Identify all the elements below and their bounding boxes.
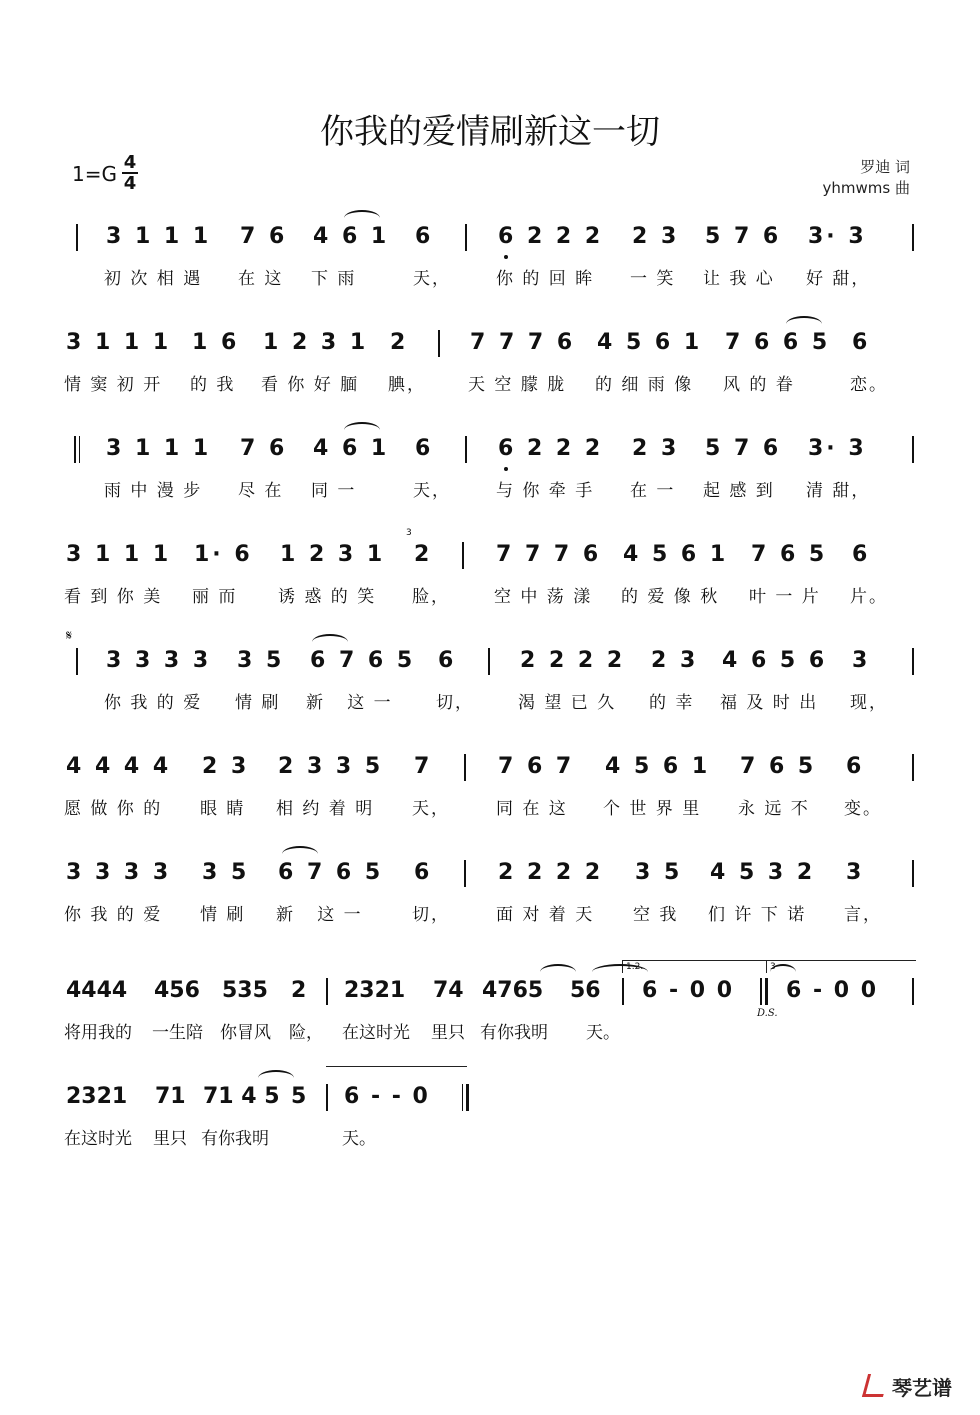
note-group: 4 5 6 1 bbox=[597, 330, 703, 355]
lyric: 好 甜， bbox=[806, 269, 871, 289]
note-group: 7 bbox=[414, 754, 433, 779]
lyricist: 罗迪 词 bbox=[860, 158, 910, 176]
note-group: 3 bbox=[852, 648, 871, 673]
lyric: 天。 bbox=[342, 1129, 376, 1149]
lyric: 脸， bbox=[412, 587, 450, 607]
lyric: 腆， bbox=[388, 375, 426, 395]
stave-line-6 bbox=[0, 754, 980, 844]
note-group: 7 6 5 bbox=[740, 754, 817, 779]
barline bbox=[464, 754, 466, 781]
note-group: 1· 6 bbox=[194, 542, 253, 567]
note-group: 3 1 1 1 bbox=[106, 436, 212, 461]
lyric: 与 你 牵 手 bbox=[496, 481, 595, 501]
lyric: 叶 一 片 bbox=[749, 587, 821, 607]
lyric: 恋。 bbox=[850, 375, 888, 395]
lyric: 让 我 心 bbox=[703, 269, 775, 289]
note-group: 74 bbox=[433, 978, 464, 1003]
lyric: 情 刷 bbox=[235, 693, 281, 713]
barline bbox=[76, 224, 78, 251]
note-group: 7 6 7 bbox=[498, 754, 575, 779]
lyric: 下 雨 bbox=[311, 269, 357, 289]
note-group: 71 4 5 bbox=[203, 1084, 280, 1109]
lyric: 个 世 界 里 bbox=[603, 799, 702, 819]
dal-segno-marking: D.S. bbox=[757, 1008, 778, 1019]
note-group: 5 7 6 bbox=[705, 224, 782, 249]
lyric: 有你我明 bbox=[201, 1129, 269, 1149]
note-group: 4765 bbox=[482, 978, 544, 1003]
lyric: 在 这 bbox=[238, 269, 284, 289]
lyric: 天， bbox=[413, 481, 451, 501]
credits bbox=[823, 157, 910, 199]
barline bbox=[912, 224, 914, 251]
note-group: 3 3 3 3 bbox=[106, 648, 212, 673]
note-group: 3 1 1 1 bbox=[66, 542, 172, 567]
lyric: 里只 bbox=[431, 1023, 465, 1043]
note-group: 7 7 7 6 bbox=[496, 542, 602, 567]
volta-3: 3 bbox=[766, 960, 916, 973]
stave-line-7 bbox=[0, 860, 980, 950]
time-signature bbox=[122, 153, 138, 193]
note-group: 6 bbox=[846, 754, 865, 779]
lyric: 的 爱 像 秋 bbox=[621, 587, 720, 607]
note-group: 1 2 3 1 bbox=[263, 330, 369, 355]
lyric: 永 远 不 bbox=[738, 799, 810, 819]
barline bbox=[912, 754, 914, 781]
lyric: 相 约 着 明 bbox=[276, 799, 375, 819]
lyric: 诱 惑 的 笑 bbox=[278, 587, 377, 607]
barline bbox=[76, 648, 78, 675]
barline bbox=[622, 978, 624, 1005]
composer: yhmwms 曲 bbox=[822, 179, 910, 197]
note-group: 6 bbox=[852, 330, 871, 355]
note-group: 6 2 2 2 bbox=[498, 436, 604, 461]
tie bbox=[344, 210, 380, 226]
barline bbox=[462, 542, 464, 569]
lyric: 片。 bbox=[850, 587, 888, 607]
note-group: 4 6 5 6 bbox=[722, 648, 828, 673]
note-group: 456 bbox=[154, 978, 200, 1003]
lyric: 变。 bbox=[844, 799, 882, 819]
note-group: 56 bbox=[570, 978, 601, 1003]
note-group: 4 5 6 1 bbox=[605, 754, 711, 779]
note-group: 1 6 bbox=[192, 330, 240, 355]
note-group: 7 7 7 6 bbox=[470, 330, 576, 355]
lyric: 将用我的 bbox=[64, 1023, 132, 1043]
lyric: 你 的 回 眸 bbox=[496, 269, 595, 289]
note-group: 6 bbox=[415, 224, 434, 249]
lyric: 在这时光 bbox=[342, 1023, 410, 1043]
note-group: 535 bbox=[222, 978, 268, 1003]
note-group: 7 6 bbox=[240, 224, 288, 249]
lyric: 一生陪 bbox=[152, 1023, 203, 1043]
bracket-line bbox=[326, 1066, 467, 1079]
note-group: 3 1 1 1 bbox=[106, 224, 212, 249]
final-barline bbox=[466, 1084, 469, 1111]
lyric: 丽 而 bbox=[192, 587, 238, 607]
note-group: 7 6 5 bbox=[751, 542, 828, 567]
note-group: 2 3 bbox=[651, 648, 699, 673]
note-group: 6 bbox=[415, 436, 434, 461]
lyric: 你 我 的 爱 bbox=[104, 693, 203, 713]
lyric: 天， bbox=[413, 269, 451, 289]
barline bbox=[326, 978, 328, 1005]
lyric: 情 窦 初 开 bbox=[64, 375, 163, 395]
note-group: 6 7 6 5 bbox=[310, 648, 416, 673]
stave-line-5 bbox=[0, 648, 980, 738]
lyric: 渴 望 已 久 bbox=[518, 693, 617, 713]
lyric: 眼 睛 bbox=[200, 799, 246, 819]
note-group: 3· 3 bbox=[808, 436, 867, 461]
lyric: 愿 做 你 的 bbox=[64, 799, 163, 819]
time-top: 4 bbox=[123, 152, 137, 173]
stave-line-3 bbox=[0, 436, 980, 526]
tie bbox=[312, 634, 348, 650]
stave-line-1 bbox=[0, 224, 980, 314]
note-group: 3 5 bbox=[635, 860, 683, 885]
note-group: 4 4 4 4 bbox=[66, 754, 172, 779]
watermark-logo bbox=[865, 1372, 952, 1401]
note-group: 4 6 1 bbox=[313, 224, 390, 249]
lyric: 在 一 bbox=[630, 481, 676, 501]
segno-sign: 𝄋 bbox=[66, 628, 73, 644]
barline bbox=[912, 860, 914, 887]
lyric: 的 幸 bbox=[649, 693, 695, 713]
barline bbox=[488, 648, 490, 675]
note-group: 6 7 6 5 bbox=[278, 860, 384, 885]
lyric: 新 这 一 bbox=[306, 693, 393, 713]
lyric: 有你我明 bbox=[480, 1023, 548, 1043]
lyric: 同 在 这 bbox=[496, 799, 568, 819]
lyric: 天 空 朦 胧 bbox=[468, 375, 567, 395]
grace-note: 3 bbox=[406, 528, 412, 538]
stave-line-2 bbox=[0, 330, 980, 420]
note-group: 6 bbox=[852, 542, 871, 567]
lyric: 言， bbox=[844, 905, 882, 925]
lyric: 里只 bbox=[153, 1129, 187, 1149]
tie bbox=[258, 1070, 294, 1086]
note-group: 6 bbox=[438, 648, 457, 673]
lyric: 情 刷 bbox=[200, 905, 246, 925]
lyric: 空 我 bbox=[633, 905, 679, 925]
stave-line-4 bbox=[0, 528, 980, 632]
note-group: 2 bbox=[390, 330, 409, 355]
lyric: 清 甜， bbox=[806, 481, 871, 501]
lyric: 的 细 雨 像 bbox=[595, 375, 694, 395]
repeat-end-barline bbox=[765, 978, 768, 1005]
note-group: 5 7 6 bbox=[705, 436, 782, 461]
tie bbox=[344, 422, 380, 438]
note-group: 2321 bbox=[344, 978, 406, 1003]
tie bbox=[592, 964, 648, 980]
watermark-text: 琴艺谱 bbox=[892, 1376, 952, 1400]
note-group: 2 3 bbox=[632, 436, 680, 461]
barline bbox=[465, 436, 467, 463]
lyric: 起 感 到 bbox=[703, 481, 775, 501]
lyric: 你冒风 bbox=[220, 1023, 271, 1043]
lyric: 切， bbox=[412, 905, 450, 925]
octave-dot bbox=[504, 467, 508, 471]
note-group: 6 - 0 0 bbox=[642, 978, 735, 1003]
barline bbox=[464, 860, 466, 887]
note-group: 71 bbox=[155, 1084, 186, 1109]
note-group: 6 bbox=[414, 860, 433, 885]
lyric: 面 对 着 天 bbox=[496, 905, 595, 925]
lyric: 切， bbox=[436, 693, 474, 713]
final-barline bbox=[462, 1084, 463, 1111]
note-group: 3 5 bbox=[237, 648, 285, 673]
tie bbox=[786, 316, 822, 332]
lyric: 天， bbox=[412, 799, 450, 819]
lyric: 你 我 的 爱 bbox=[64, 905, 163, 925]
lyric: 风 的 眷 bbox=[723, 375, 795, 395]
lyric: 看 你 好 腼 bbox=[261, 375, 360, 395]
barline bbox=[912, 436, 914, 463]
stave-line-9 bbox=[0, 1084, 980, 1174]
lyric: 一 笑 bbox=[630, 269, 676, 289]
note-group: 5 bbox=[291, 1084, 310, 1109]
lyric: 在这时光 bbox=[64, 1129, 132, 1149]
note-group: 3 3 3 3 bbox=[66, 860, 172, 885]
lyric: 天。 bbox=[586, 1023, 620, 1043]
note-group: 3 1 1 1 bbox=[66, 330, 172, 355]
note-group: 6 - 0 0 bbox=[786, 978, 879, 1003]
lyric: 同 一 bbox=[311, 481, 357, 501]
song-title: 你我的爱情刷新这一切 bbox=[320, 112, 660, 152]
note-group: 4 6 1 bbox=[313, 436, 390, 461]
octave-dot bbox=[504, 255, 508, 259]
lyric: 空 中 荡 漾 bbox=[494, 587, 593, 607]
note-group: 2 2 2 2 bbox=[498, 860, 604, 885]
lyric: 福 及 时 出 bbox=[720, 693, 819, 713]
note-group: 4 5 3 2 bbox=[710, 860, 816, 885]
barline bbox=[326, 1084, 328, 1111]
tie bbox=[282, 846, 318, 862]
barline bbox=[912, 978, 914, 1005]
note-group: 6 - - 0 bbox=[344, 1084, 430, 1109]
note-group: 3· 3 bbox=[808, 224, 867, 249]
note-group: 2 3 bbox=[202, 754, 250, 779]
lyric: 雨 中 漫 步 bbox=[104, 481, 203, 501]
note-group: 7 6 6 5 bbox=[725, 330, 831, 355]
lyric: 初 次 相 遇 bbox=[104, 269, 203, 289]
note-group: 2 3 3 5 bbox=[278, 754, 384, 779]
barline bbox=[465, 224, 467, 251]
note-group: 2 bbox=[291, 978, 310, 1003]
repeat-start-barline bbox=[79, 436, 80, 463]
key-signature: 1=G bbox=[72, 162, 117, 186]
note-group: 2321 bbox=[66, 1084, 128, 1109]
note-group: 4444 bbox=[66, 978, 128, 1003]
lyric: 看 到 你 美 bbox=[64, 587, 163, 607]
lyric: 现， bbox=[850, 693, 888, 713]
note-group: 3 bbox=[846, 860, 865, 885]
volta-1-2: 1.2. bbox=[622, 960, 768, 973]
note-group: 2 2 2 2 bbox=[520, 648, 626, 673]
time-bottom: 4 bbox=[123, 173, 137, 194]
barline bbox=[912, 648, 914, 675]
repeat-end-barline bbox=[760, 978, 762, 1005]
stave-line-8 bbox=[0, 978, 980, 1068]
barline bbox=[438, 330, 440, 357]
note-group: 4 5 6 1 bbox=[623, 542, 729, 567]
note-group: 6 2 2 2 bbox=[498, 224, 604, 249]
lyric: 新 这 一 bbox=[276, 905, 363, 925]
note-group: 2 3 bbox=[632, 224, 680, 249]
logo-icon bbox=[862, 1374, 889, 1397]
note-group: 1 2 3 1 bbox=[280, 542, 386, 567]
lyric: 的 我 bbox=[190, 375, 236, 395]
note-group: 3 5 bbox=[202, 860, 250, 885]
lyric: 尽 在 bbox=[238, 481, 284, 501]
repeat-start-barline bbox=[74, 436, 76, 463]
lyric: 险， bbox=[289, 1023, 323, 1043]
note-group: 2 bbox=[414, 542, 433, 567]
note-group: 7 6 bbox=[240, 436, 288, 461]
lyric: 们 许 下 诺 bbox=[708, 905, 807, 925]
